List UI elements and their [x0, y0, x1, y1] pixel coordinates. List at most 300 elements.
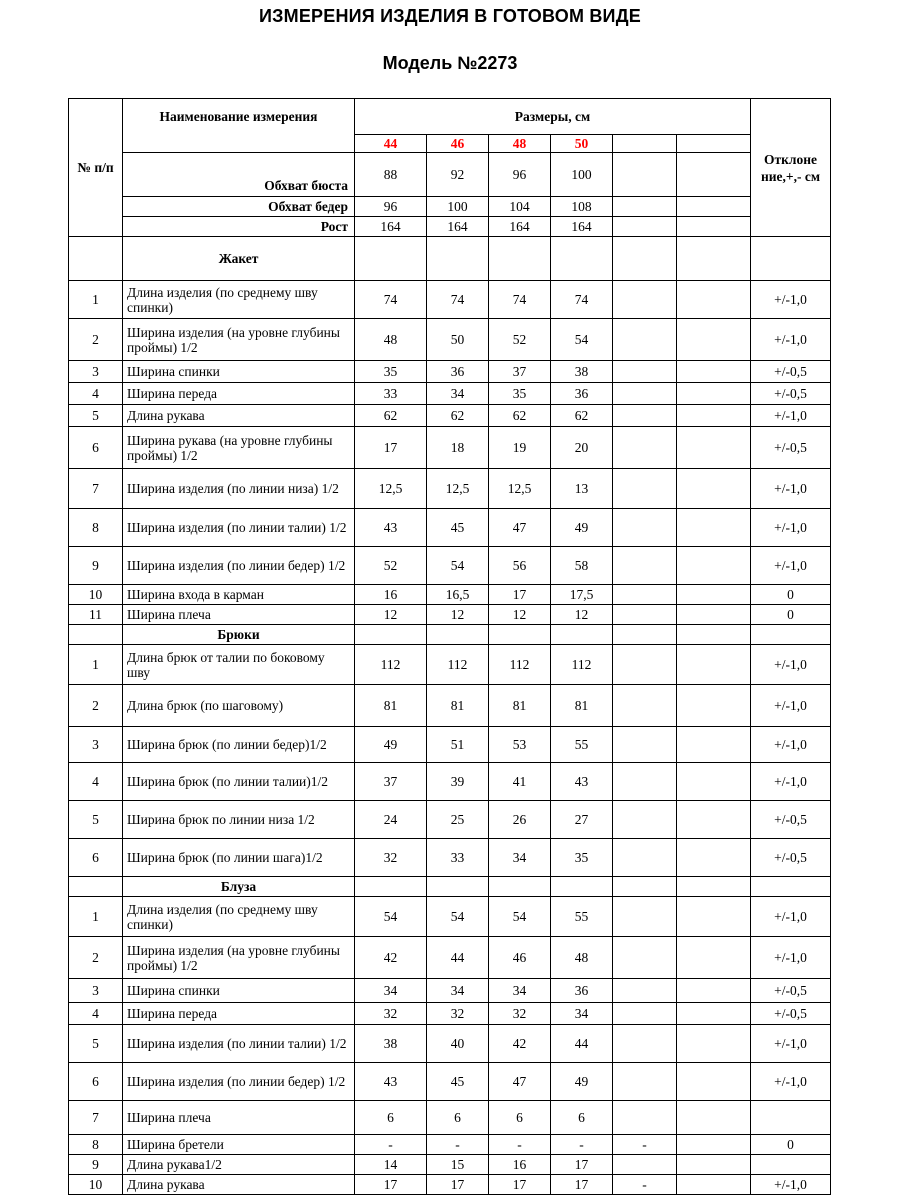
size-value	[677, 763, 751, 801]
size-value: 42	[489, 1025, 551, 1063]
section-blank	[489, 625, 551, 645]
size-value	[613, 1063, 677, 1101]
row-number: 2	[69, 685, 123, 727]
measurement-name: Ширина спинки	[123, 979, 355, 1003]
size-value	[613, 585, 677, 605]
size-value: 41	[489, 763, 551, 801]
body-measure-value: 96	[355, 197, 427, 217]
size-value: 47	[489, 1063, 551, 1101]
size-value: 6	[489, 1101, 551, 1135]
measurement-name: Ширина рукава (на уровне глубины проймы) 1/2	[123, 427, 355, 469]
size-value	[677, 547, 751, 585]
size-value: 74	[427, 281, 489, 319]
body-measure-value	[677, 217, 751, 237]
measurement-row	[69, 405, 831, 427]
measurement-row	[69, 897, 831, 937]
size-value: 32	[355, 1003, 427, 1025]
size-value: 12	[551, 605, 613, 625]
size-value: 49	[551, 1063, 613, 1101]
size-value: 36	[427, 361, 489, 383]
row-number: 3	[69, 979, 123, 1003]
measurement-row	[69, 1063, 831, 1101]
section-blank	[613, 237, 677, 281]
measurement-row	[69, 937, 831, 979]
size-value: 40	[427, 1025, 489, 1063]
size-value	[613, 897, 677, 937]
size-value	[613, 361, 677, 383]
measurement-name: Длина брюк от талии по боковому шву	[123, 645, 355, 685]
measurement-name: Ширина брюк по линии низа 1/2	[123, 801, 355, 839]
size-value: 62	[489, 405, 551, 427]
row-number: 6	[69, 1063, 123, 1101]
section-blank	[489, 877, 551, 897]
body-measure-value: 164	[489, 217, 551, 237]
model-number: Модель №2273	[382, 53, 518, 73]
section-blank	[751, 237, 831, 281]
size-value: 54	[489, 897, 551, 937]
section-blank	[489, 237, 551, 281]
body-measure-value: 100	[427, 197, 489, 217]
row-number: 4	[69, 1003, 123, 1025]
size-label: 44	[355, 135, 427, 153]
deviation-value: +/-0,5	[751, 979, 831, 1003]
measurement-row	[69, 801, 831, 839]
size-value	[677, 897, 751, 937]
measurement-row	[69, 547, 831, 585]
section-blank	[355, 877, 427, 897]
body-measure-label: Рост	[123, 217, 355, 237]
measurement-row	[69, 685, 831, 727]
row-number: 2	[69, 319, 123, 361]
size-value: 37	[489, 361, 551, 383]
deviation-value: +/-1,0	[751, 645, 831, 685]
size-value	[613, 547, 677, 585]
deviation-value: +/-0,5	[751, 839, 831, 877]
size-value: 58	[551, 547, 613, 585]
size-value	[613, 801, 677, 839]
size-value: 38	[551, 361, 613, 383]
size-value: 48	[551, 937, 613, 979]
size-value: 35	[551, 839, 613, 877]
section-blank	[551, 237, 613, 281]
body-measure-value: 108	[551, 197, 613, 217]
size-value	[677, 281, 751, 319]
size-value	[677, 1025, 751, 1063]
row-number: 10	[69, 1175, 123, 1195]
page-title: ИЗМЕРЕНИЯ ИЗДЕЛИЯ В ГОТОВОМ ВИДЕ	[259, 6, 641, 26]
measurement-row	[69, 281, 831, 319]
deviation-value	[751, 1101, 831, 1135]
header-sizes: Размеры, см	[355, 99, 751, 135]
body-measure-row	[69, 153, 831, 197]
body-measure-value: 104	[489, 197, 551, 217]
measurement-name: Ширина спинки	[123, 361, 355, 383]
size-value: 17	[551, 1155, 613, 1175]
size-value: 16,5	[427, 585, 489, 605]
size-value: 32	[427, 1003, 489, 1025]
row-number: 2	[69, 937, 123, 979]
row-number: 9	[69, 547, 123, 585]
measurement-name: Ширина переда	[123, 1003, 355, 1025]
deviation-value: +/-1,0	[751, 509, 831, 547]
row-number: 7	[69, 1101, 123, 1135]
body-measure-value: 164	[551, 217, 613, 237]
size-value: 81	[489, 685, 551, 727]
deviation-value: +/-0,5	[751, 1003, 831, 1025]
deviation-value: +/-1,0	[751, 547, 831, 585]
size-value: 49	[355, 727, 427, 763]
size-value	[677, 585, 751, 605]
row-number: 5	[69, 1025, 123, 1063]
size-value: 17	[489, 585, 551, 605]
measurement-name: Ширина изделия (по линии талии) 1/2	[123, 1025, 355, 1063]
measurement-name: Ширина переда	[123, 383, 355, 405]
deviation-value: +/-1,0	[751, 1175, 831, 1195]
size-value: 15	[427, 1155, 489, 1175]
size-value: 34	[489, 839, 551, 877]
deviation-value: +/-1,0	[751, 1063, 831, 1101]
section-blank	[751, 625, 831, 645]
size-value	[677, 361, 751, 383]
row-number: 5	[69, 801, 123, 839]
measurement-row	[69, 763, 831, 801]
size-value: 51	[427, 727, 489, 763]
size-value: 44	[427, 937, 489, 979]
size-value: 54	[427, 547, 489, 585]
deviation-value: +/-0,5	[751, 383, 831, 405]
measurement-name: Длина рукава1/2	[123, 1155, 355, 1175]
section-header-row	[69, 625, 831, 645]
size-value: 16	[355, 585, 427, 605]
measurement-name: Длина рукава	[123, 1175, 355, 1195]
size-value: 112	[489, 645, 551, 685]
size-value: 24	[355, 801, 427, 839]
size-label	[613, 135, 677, 153]
measurement-name: Ширина плеча	[123, 605, 355, 625]
size-value: 26	[489, 801, 551, 839]
size-value: 62	[427, 405, 489, 427]
size-value	[613, 605, 677, 625]
size-label: 48	[489, 135, 551, 153]
size-value: -	[427, 1135, 489, 1155]
section-num	[69, 625, 123, 645]
size-value: 34	[551, 1003, 613, 1025]
measurement-name: Ширина бретели	[123, 1135, 355, 1155]
size-value: 12	[489, 605, 551, 625]
measurement-row	[69, 605, 831, 625]
size-value: 27	[551, 801, 613, 839]
size-value: 12,5	[427, 469, 489, 509]
measurement-row	[69, 1101, 831, 1135]
measurement-name: Ширина брюк (по линии талии)1/2	[123, 763, 355, 801]
size-value: 20	[551, 427, 613, 469]
size-value: 12,5	[355, 469, 427, 509]
size-value	[677, 727, 751, 763]
size-value: 34	[489, 979, 551, 1003]
size-value: 6	[551, 1101, 613, 1135]
header-num: № п/п	[69, 99, 123, 237]
body-measure-value	[613, 197, 677, 217]
size-value: 55	[551, 727, 613, 763]
size-value: -	[489, 1135, 551, 1155]
deviation-value: +/-1,0	[751, 727, 831, 763]
deviation-value: +/-1,0	[751, 897, 831, 937]
deviation-value: +/-1,0	[751, 763, 831, 801]
size-value: 54	[551, 319, 613, 361]
size-value	[677, 1135, 751, 1155]
deviation-value: +/-0,5	[751, 361, 831, 383]
measurement-name: Ширина брюк (по линии шага)1/2	[123, 839, 355, 877]
size-value	[613, 839, 677, 877]
size-value: 62	[551, 405, 613, 427]
size-value: 45	[427, 509, 489, 547]
size-value	[613, 645, 677, 685]
measurement-name: Длина изделия (по среднему шву спинки)	[123, 897, 355, 937]
body-measure-value: 100	[551, 153, 613, 197]
size-value: 74	[489, 281, 551, 319]
size-value: 32	[355, 839, 427, 877]
measurement-row	[69, 469, 831, 509]
size-value: 17	[551, 1175, 613, 1195]
size-value	[613, 685, 677, 727]
body-measure-label: Обхват бедер	[123, 197, 355, 217]
size-value	[613, 383, 677, 405]
body-measure-value: 164	[355, 217, 427, 237]
deviation-value: +/-0,5	[751, 801, 831, 839]
size-value: 35	[489, 383, 551, 405]
row-number: 6	[69, 427, 123, 469]
deviation-value: 0	[751, 1135, 831, 1155]
section-title: Блуза	[123, 877, 355, 897]
measurement-name: Ширина изделия (на уровне глубины проймы) 1/2	[123, 319, 355, 361]
measurement-row	[69, 383, 831, 405]
header-deviation: Отклоне ние,+,- см	[751, 99, 831, 237]
size-value: 53	[489, 727, 551, 763]
deviation-value: +/-1,0	[751, 469, 831, 509]
size-value	[613, 1025, 677, 1063]
measurement-name: Ширина изделия (по линии бедер) 1/2	[123, 1063, 355, 1101]
header-row	[69, 99, 831, 135]
size-value: 13	[551, 469, 613, 509]
measurement-row	[69, 1025, 831, 1063]
size-value: 25	[427, 801, 489, 839]
measurements-table	[68, 98, 831, 1195]
size-value: 36	[551, 383, 613, 405]
deviation-value: +/-1,0	[751, 281, 831, 319]
measurement-row	[69, 427, 831, 469]
size-value: 56	[489, 547, 551, 585]
size-value	[677, 801, 751, 839]
measurement-row	[69, 979, 831, 1003]
section-blank	[677, 625, 751, 645]
size-value	[613, 979, 677, 1003]
size-value	[613, 509, 677, 547]
size-value	[613, 427, 677, 469]
size-value	[677, 509, 751, 547]
size-value	[677, 685, 751, 727]
size-value	[677, 405, 751, 427]
size-value: 33	[427, 839, 489, 877]
deviation-value: +/-1,0	[751, 1025, 831, 1063]
size-value: 39	[427, 763, 489, 801]
size-value: 35	[355, 361, 427, 383]
size-value: 37	[355, 763, 427, 801]
size-value: 14	[355, 1155, 427, 1175]
measurement-name: Ширина входа в карман	[123, 585, 355, 605]
size-value: 32	[489, 1003, 551, 1025]
section-blank	[427, 877, 489, 897]
row-number: 8	[69, 509, 123, 547]
size-value: 38	[355, 1025, 427, 1063]
size-value: 17	[355, 427, 427, 469]
size-value: 42	[355, 937, 427, 979]
size-value: 49	[551, 509, 613, 547]
size-value: -	[551, 1135, 613, 1155]
size-value: 12,5	[489, 469, 551, 509]
size-value	[613, 727, 677, 763]
deviation-value: 0	[751, 585, 831, 605]
section-blank	[677, 877, 751, 897]
size-value	[677, 937, 751, 979]
size-value: 17	[355, 1175, 427, 1195]
measurement-name: Ширина изделия (на уровне глубины проймы) 1/2	[123, 937, 355, 979]
size-value: 50	[427, 319, 489, 361]
size-value	[613, 1101, 677, 1135]
section-blank	[427, 625, 489, 645]
size-value	[677, 1175, 751, 1195]
size-value: 43	[551, 763, 613, 801]
measurement-name: Ширина плеча	[123, 1101, 355, 1135]
size-value: 17	[427, 1175, 489, 1195]
size-value	[613, 937, 677, 979]
row-number: 8	[69, 1135, 123, 1155]
size-value: 112	[355, 645, 427, 685]
row-number: 4	[69, 383, 123, 405]
size-value	[677, 1063, 751, 1101]
size-value: -	[613, 1135, 677, 1155]
size-value	[677, 645, 751, 685]
section-title: Жакет	[123, 237, 355, 281]
row-number: 1	[69, 897, 123, 937]
measurement-row	[69, 1003, 831, 1025]
measurement-name: Длина брюк (по шаговому)	[123, 685, 355, 727]
row-number: 4	[69, 763, 123, 801]
size-value: 17	[489, 1175, 551, 1195]
measurement-row	[69, 645, 831, 685]
section-blank	[613, 877, 677, 897]
body-measure-value	[613, 217, 677, 237]
section-blank	[551, 877, 613, 897]
measurement-row	[69, 1155, 831, 1175]
row-number: 3	[69, 361, 123, 383]
size-value	[613, 405, 677, 427]
size-value	[677, 1003, 751, 1025]
size-value: 112	[551, 645, 613, 685]
measurement-row	[69, 839, 831, 877]
size-value	[677, 1155, 751, 1175]
deviation-value: +/-0,5	[751, 427, 831, 469]
section-header-row	[69, 237, 831, 281]
size-value: 43	[355, 509, 427, 547]
body-measure-label: Обхват бюста	[123, 153, 355, 197]
section-num	[69, 237, 123, 281]
measurement-row	[69, 509, 831, 547]
measurement-row	[69, 319, 831, 361]
size-value: 47	[489, 509, 551, 547]
section-blank	[551, 625, 613, 645]
size-value: 112	[427, 645, 489, 685]
row-number: 3	[69, 727, 123, 763]
measurement-name: Ширина изделия (по линии низа) 1/2	[123, 469, 355, 509]
size-value: 52	[489, 319, 551, 361]
body-measure-value	[613, 153, 677, 197]
size-value: 36	[551, 979, 613, 1003]
row-number: 9	[69, 1155, 123, 1175]
size-value: 6	[355, 1101, 427, 1135]
size-value: 34	[355, 979, 427, 1003]
section-blank	[355, 237, 427, 281]
body-measure-value: 164	[427, 217, 489, 237]
measurement-row	[69, 361, 831, 383]
size-value: 48	[355, 319, 427, 361]
measurement-row	[69, 585, 831, 605]
body-measure-row	[69, 217, 831, 237]
measurement-row	[69, 1135, 831, 1155]
size-value	[677, 605, 751, 625]
size-value: 43	[355, 1063, 427, 1101]
measurement-row	[69, 727, 831, 763]
body-measure-value: 96	[489, 153, 551, 197]
size-value	[613, 763, 677, 801]
body-measure-value	[677, 197, 751, 217]
measurements-table-body	[69, 99, 831, 1195]
section-title: Брюки	[123, 625, 355, 645]
body-measure-value: 88	[355, 153, 427, 197]
size-value: 34	[427, 383, 489, 405]
size-value	[677, 319, 751, 361]
size-value: 52	[355, 547, 427, 585]
size-value	[677, 469, 751, 509]
measurement-name: Длина рукава	[123, 405, 355, 427]
deviation-value: 0	[751, 605, 831, 625]
measurement-name: Длина изделия (по среднему шву спинки)	[123, 281, 355, 319]
size-value: 16	[489, 1155, 551, 1175]
deviation-value	[751, 1155, 831, 1175]
measurement-name: Ширина изделия (по линии талии) 1/2	[123, 509, 355, 547]
size-value: 18	[427, 427, 489, 469]
size-value: 81	[355, 685, 427, 727]
size-value: 6	[427, 1101, 489, 1135]
deviation-value: +/-1,0	[751, 405, 831, 427]
section-blank	[427, 237, 489, 281]
size-value: 55	[551, 897, 613, 937]
size-value	[613, 319, 677, 361]
row-number: 11	[69, 605, 123, 625]
section-blank	[751, 877, 831, 897]
size-value: 81	[427, 685, 489, 727]
size-value: 17,5	[551, 585, 613, 605]
section-blank	[613, 625, 677, 645]
section-header-row	[69, 877, 831, 897]
size-value: 12	[355, 605, 427, 625]
size-value	[613, 1003, 677, 1025]
row-number: 5	[69, 405, 123, 427]
deviation-value: +/-1,0	[751, 937, 831, 979]
size-value: 19	[489, 427, 551, 469]
size-value: 34	[427, 979, 489, 1003]
size-label: 46	[427, 135, 489, 153]
size-value: -	[613, 1175, 677, 1195]
